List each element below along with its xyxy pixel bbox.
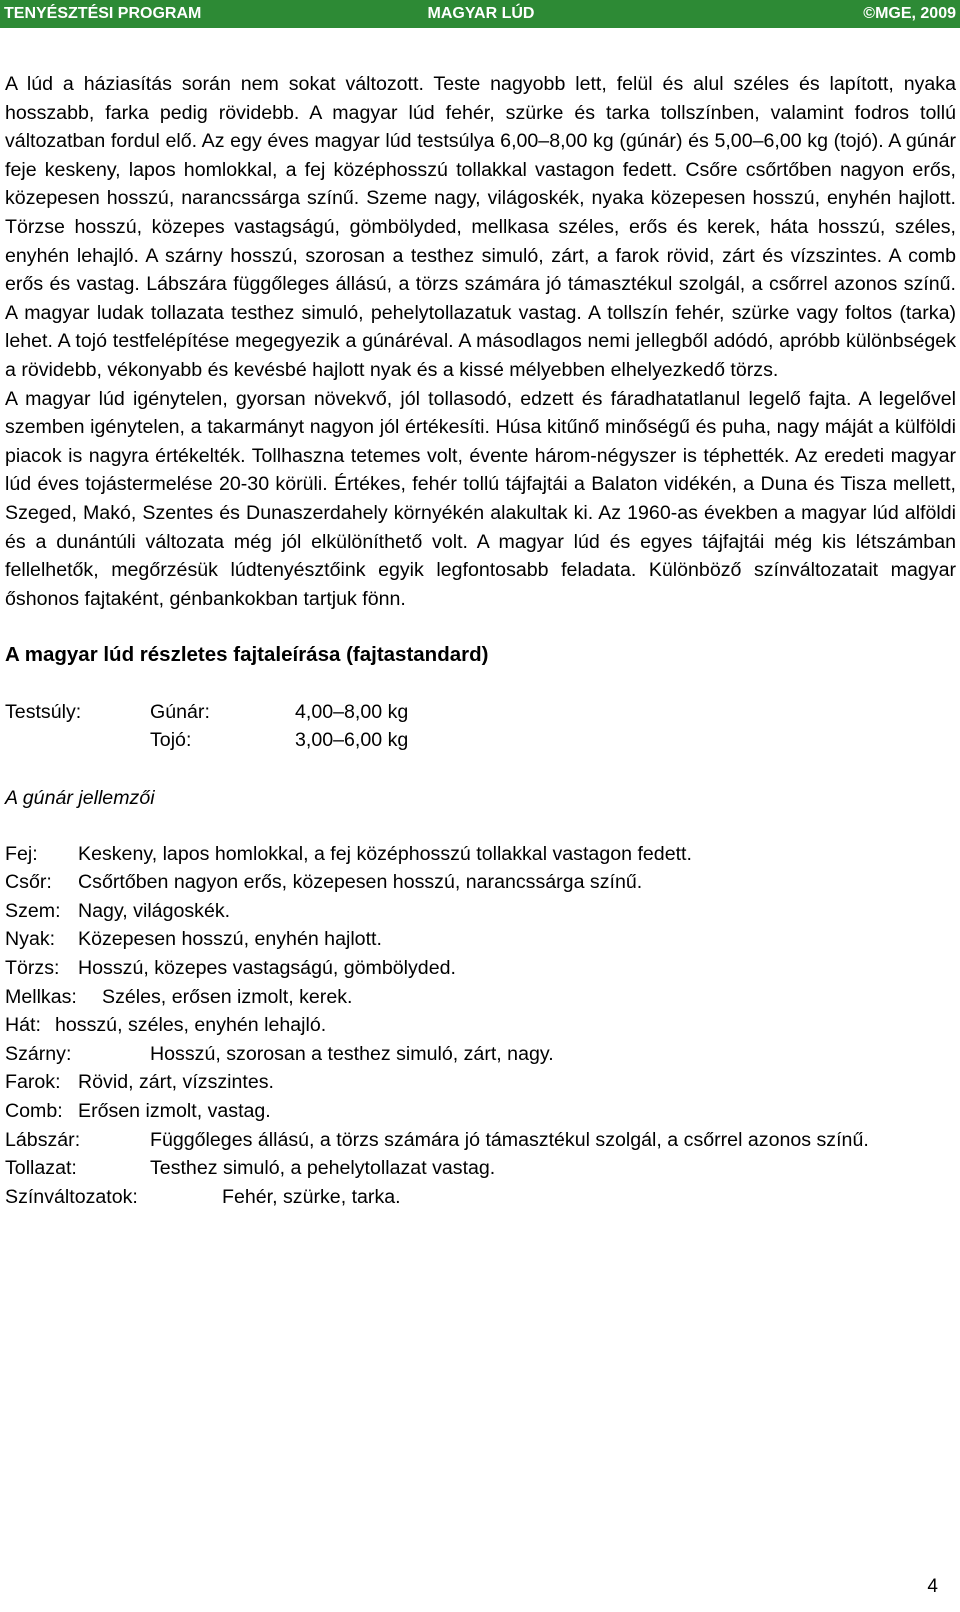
page-number: 4 <box>927 1576 938 1597</box>
header-breed-title: MAGYAR LÚD <box>427 5 535 22</box>
document-body <box>5 70 956 1211</box>
trait-label: Csőr: <box>5 871 52 894</box>
trait-label: Hát: <box>5 1014 41 1037</box>
trait-chest <box>5 983 956 1012</box>
trait-value: Keskeny, lapos homlokkal, a fej középhosszú tollakkal vastagon fedett. <box>78 842 692 865</box>
trait-eye <box>5 897 956 926</box>
intro-paragraph-2: A magyar lúd igénytelen, gyorsan növekvő, jól tollasodó, edzett és fáradhatatlanul legelő fajta. A legelővel szemben igénytelen, a takarmányt nagyon jól értékesíti. Húsa kitűnő minőségű és puha, nagy máját a külföldi piacok is nagyra értékelték. Tollhaszna tetemes volt, évente három-négyszer is téphették. Az eredeti magyar lúd éves tojástermelése 20-30 körüli. Értékes, fehér tollú tájfajtái a Balaton vidékén, a Duna és Tisza mellett, Szeged, Makó, Szentes és Dunaszerdahely környékén alakultak ki. Az 1960-as években a magyar lúd alföldi és a dunántúli változata még jól elkülöníthető volt. A magyar lúd és egyes tájfajtái még kis létszámban fellelhetők, megőrzésük lúdtenyésztőink egyik legfontosabb feladata. Különböző színváltozatait magyar őshonos fajtaként, génbankokban tartjuk fönn. <box>5 387 956 610</box>
trait-body <box>5 954 956 983</box>
trait-label: Törzs: <box>5 957 60 980</box>
trait-back <box>5 1011 956 1040</box>
trait-label: Tollazat: <box>5 1157 77 1180</box>
trait-plumage <box>5 1154 956 1183</box>
trait-value: Erősen izmolt, vastag. <box>78 1100 271 1122</box>
trait-thigh <box>5 1097 956 1126</box>
page-header <box>0 0 960 28</box>
trait-value: Csőrtőben nagyon erős, közepesen hosszú, narancssárga színű. <box>78 871 643 894</box>
trait-value: Rövid, zárt, vízszintes. <box>78 1071 274 1094</box>
gander-heading: A gúnár jellemzői <box>5 787 155 810</box>
body-weight-value: 4,00–8,00 kg <box>295 700 409 723</box>
standard-heading: A magyar lúd részletes fajtaleírása (fajtastandard) <box>5 643 489 667</box>
trait-tail <box>5 1068 956 1097</box>
trait-wing <box>5 1040 956 1069</box>
trait-value: Közepesen hosszú, enyhén hajlott. <box>78 928 382 951</box>
trait-label: Comb: <box>5 1100 63 1122</box>
body-weight-row <box>5 698 956 727</box>
gander-traits-list <box>5 840 956 1212</box>
trait-beak <box>5 868 956 897</box>
trait-value: hosszú, széles, enyhén lehajló. <box>55 1014 327 1037</box>
trait-shank <box>5 1126 956 1155</box>
trait-value: Hosszú, szorosan a testhez simuló, zárt, nagy. <box>150 1042 554 1065</box>
body-weight-label: Testsúly: <box>5 700 82 723</box>
intro-paragraph-1: A lúd a háziasítás során nem sokat változott. Teste nagyobb lett, felül és alul széles és lapított, nyaka hosszabb, farka pedig rövidebb. A magyar lúd fehér, szürke és tarka tollszínben, valamint fodros tollú változatban fordul elő. Az egy éves magyar lúd testsúlya 6,00–8,00 kg (gúnár) és 5,00–6,00 kg (tojó). A gúnár feje keskeny, lapos homlokkal, a fej középhosszú tollakkal vastagon fedett. Csőre csőrtőben nagyon erős, közepesen hosszú, narancssárga színű. Szeme nagy, világoskék, nyaka közepesen hosszú, enyhén hajlott. Törzse hosszú, közepes vastagságú, gömbölyded, mellkasa széles, erős és kerek, háta hosszú, széles, enyhén lehajló. A szárny hosszú, szorosan a testhez simuló, zárt, a farok rövid, zárt és vízszintes. A comb erős és vastag. Lábszára függőleges állású, a törzs számára jó támasztékul szolgál, a csőrrel azonos színű. A magyar ludak tollazata testhez simuló, pehelytollazatuk vastag. A tollszín fehér, szürke vagy foltos (tarka) lehet. A tojó testfelépítése megegyezik a gúnáréval. A másodlagos nemi jellegből adódó, apróbb különbségek a rövidebb, vékonyabb és kevésbé hajlott nyak és a kissé mélyebben elhelyezkedő törzs. <box>5 73 956 381</box>
trait-value: Fehér, szürke, tarka. <box>222 1185 401 1208</box>
trait-label: Nyak: <box>5 928 56 951</box>
trait-value: Testhez simuló, a pehelytollazat vastag. <box>150 1157 496 1180</box>
trait-label: Szem: <box>5 899 61 922</box>
header-program-title: TENYÉSZTÉSI PROGRAM <box>4 5 202 22</box>
trait-value: Függőleges állású, a törzs számára jó támasztékul szolgál, a csőrrel azonos színű. <box>150 1128 869 1151</box>
header-copyright: ©MGE, 2009 <box>863 5 956 22</box>
body-weight-value: 3,00–6,00 kg <box>295 729 409 752</box>
trait-label: Szárny: <box>5 1042 72 1065</box>
body-weight-label-spacer <box>5 726 150 755</box>
body-weight-row <box>5 726 956 755</box>
body-weight-table <box>5 698 956 755</box>
trait-value: Hosszú, közepes vastagságú, gömbölyded. <box>78 957 456 980</box>
trait-label: Fej: <box>5 842 38 865</box>
trait-color-varieties <box>5 1183 956 1212</box>
trait-label: Lábszár: <box>5 1128 81 1151</box>
trait-label: Mellkas: <box>5 985 77 1008</box>
body-weight-sex: Gúnár: <box>150 700 210 723</box>
trait-neck <box>5 925 956 954</box>
body-weight-sex: Tojó: <box>150 729 192 752</box>
trait-label: Farok: <box>5 1071 61 1094</box>
trait-head <box>5 840 956 869</box>
trait-value: Nagy, világoskék. <box>78 899 231 922</box>
trait-label: Színváltozatok: <box>5 1185 138 1208</box>
trait-value: Széles, erősen izmolt, kerek. <box>102 985 353 1008</box>
